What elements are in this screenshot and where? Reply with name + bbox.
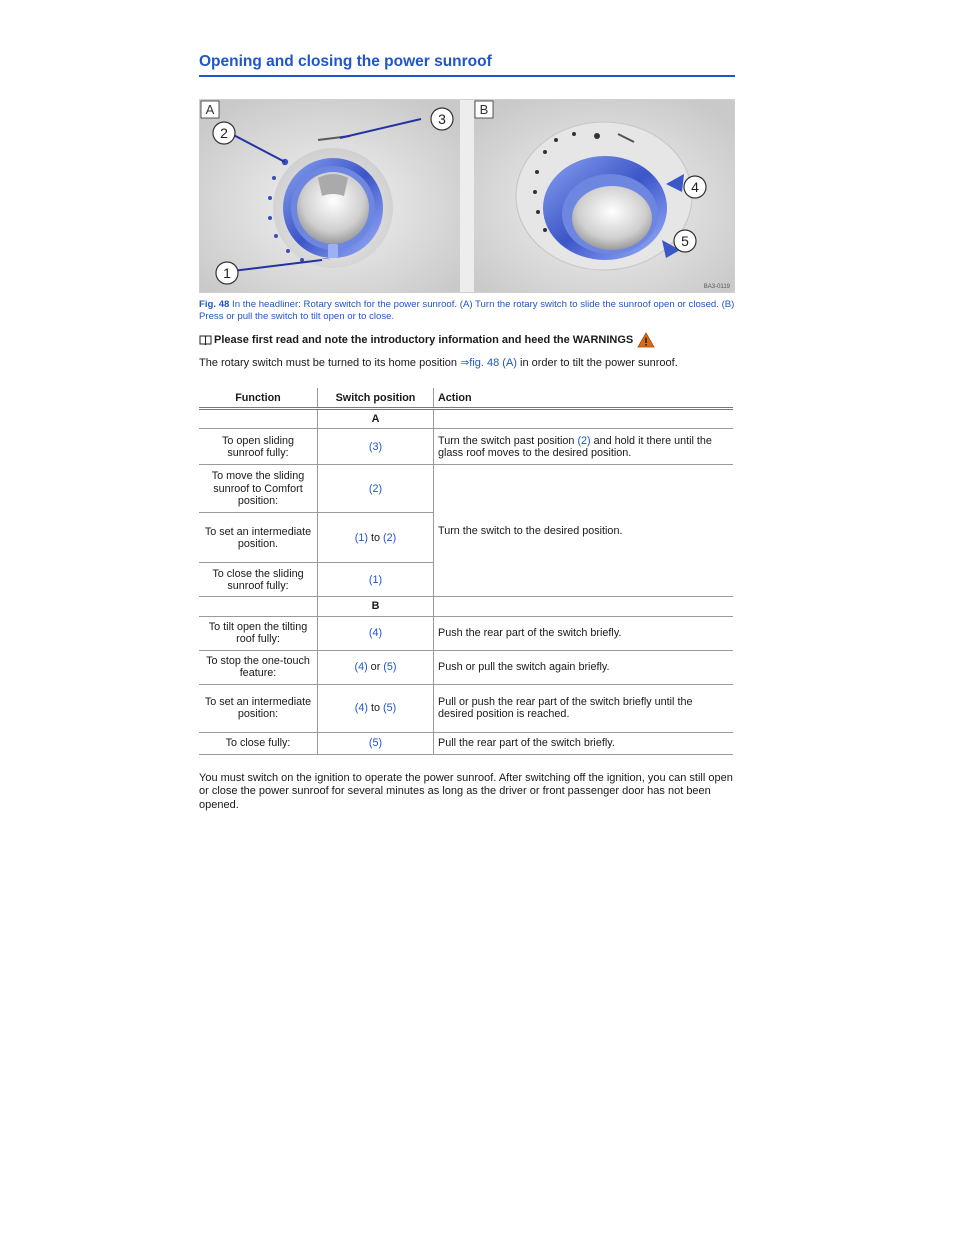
table-row	[199, 650, 733, 684]
position-cell	[318, 465, 434, 513]
intro-paragraph	[199, 357, 735, 370]
callout-1: 1	[223, 265, 231, 281]
figure-48	[199, 99, 735, 293]
intro-text: The rotary switch must be turned to its home position	[199, 357, 461, 369]
group-label-a: A	[318, 409, 434, 429]
position-cell: (4) or (5)	[318, 650, 434, 684]
callout-4: 4	[691, 179, 699, 195]
table-row	[199, 684, 733, 732]
page-title: Opening and closing the power sunroof	[199, 53, 735, 77]
function-cell: To close the sliding sunroof fully:	[199, 563, 318, 597]
action-cell: Pull or push the rear part of the switch briefly until the desired position is reached.	[434, 684, 734, 732]
col-header-switch-position: Switch position	[318, 388, 434, 409]
position-cell	[318, 429, 434, 465]
action-cell: Pull the rear part of the switch briefly.	[434, 732, 734, 754]
position-link[interactable]: (5)	[383, 660, 397, 673]
table-header-row	[199, 388, 733, 409]
caption-text: In the headliner: Rotary switch for the power sunroof. (A) Turn the rotary switch to slide the sunroof open or closed. (B) Press or pull the switch to tilt open or to close.	[199, 299, 735, 322]
col-header-function: Function	[199, 388, 318, 409]
intro-text-end: in order to tilt the power sunroof.	[516, 357, 678, 369]
position-link[interactable]: (1)	[354, 531, 368, 544]
notice-line	[199, 332, 735, 348]
action-cell: Push the rear part of the switch briefly.	[434, 616, 734, 650]
closing-paragraph: You must switch on the ignition to operate the power sunroof. After switching off the ignition, you can still open or close the power sunroof for several minutes as long as the driver or front passenger door has not been opened.	[199, 771, 733, 811]
position-link[interactable]: (5)	[383, 701, 397, 714]
page-content	[199, 50, 735, 812]
function-cell: To set an intermediate position.	[199, 513, 318, 563]
table-row	[199, 429, 733, 465]
position-link[interactable]: (4)	[368, 626, 383, 639]
panel-b	[516, 122, 692, 270]
position-link[interactable]: (5)	[368, 736, 383, 749]
table-group-row	[199, 409, 733, 429]
figure-link-text: fig. 48 (A)	[469, 357, 517, 369]
figure-label: Fig. 48	[199, 299, 230, 310]
position-cell	[318, 563, 434, 597]
panel-b-label: B	[479, 102, 489, 117]
function-cell: To open sliding sunroof fully:	[199, 429, 318, 465]
figure-link[interactable]	[460, 357, 517, 369]
book-icon	[199, 335, 212, 345]
function-table	[199, 388, 733, 755]
function-cell: To tilt open the tilting roof fully:	[199, 616, 318, 650]
sunroof-switch-illustration	[200, 100, 734, 292]
position-link[interactable]: (3)	[368, 440, 383, 453]
position-link[interactable]: (2)	[368, 482, 383, 495]
function-cell: To stop the one-touch feature:	[199, 650, 318, 684]
figure-caption	[199, 299, 735, 322]
position-cell: (4) to (5)	[318, 684, 434, 732]
callout-5: 5	[681, 233, 689, 249]
notice-text: Please first read and note the introductory information and heed the WARNINGS	[214, 334, 634, 346]
arrow-icon: ⇒	[460, 357, 470, 369]
table-row	[199, 465, 733, 513]
col-header-action: Action	[434, 388, 734, 409]
table-row	[199, 616, 733, 650]
position-cell	[318, 732, 434, 754]
position-link[interactable]: (2)	[383, 531, 397, 544]
position-link[interactable]: (4)	[354, 701, 368, 714]
position-cell: (1) to (2)	[318, 513, 434, 563]
figure-code: BA3-0119	[703, 284, 730, 290]
table-group-row	[199, 597, 733, 616]
position-link[interactable]: (2)	[577, 434, 591, 447]
warning-triangle-icon	[637, 332, 655, 348]
action-cell: Turn the switch past position (2) and hold it there until the glass roof moves to the desired position.	[434, 429, 734, 465]
panel-a-label: A	[205, 102, 215, 117]
function-cell: To set an intermediate position:	[199, 684, 318, 732]
action-cell: Push or pull the switch again briefly.	[434, 650, 734, 684]
position-link[interactable]: (1)	[368, 573, 383, 586]
callout-3: 3	[438, 111, 446, 127]
table-row	[199, 732, 733, 754]
svg-text:⌒: ⌒	[321, 259, 331, 269]
callout-2: 2	[220, 125, 228, 141]
position-link[interactable]: (4)	[354, 660, 368, 673]
function-cell: To close fully:	[199, 732, 318, 754]
group-label-b: B	[318, 597, 434, 616]
function-cell: To move the sliding sunroof to Comfort position:	[199, 465, 318, 513]
action-cell: Turn the switch to the desired position.	[434, 465, 734, 597]
position-cell	[318, 616, 434, 650]
